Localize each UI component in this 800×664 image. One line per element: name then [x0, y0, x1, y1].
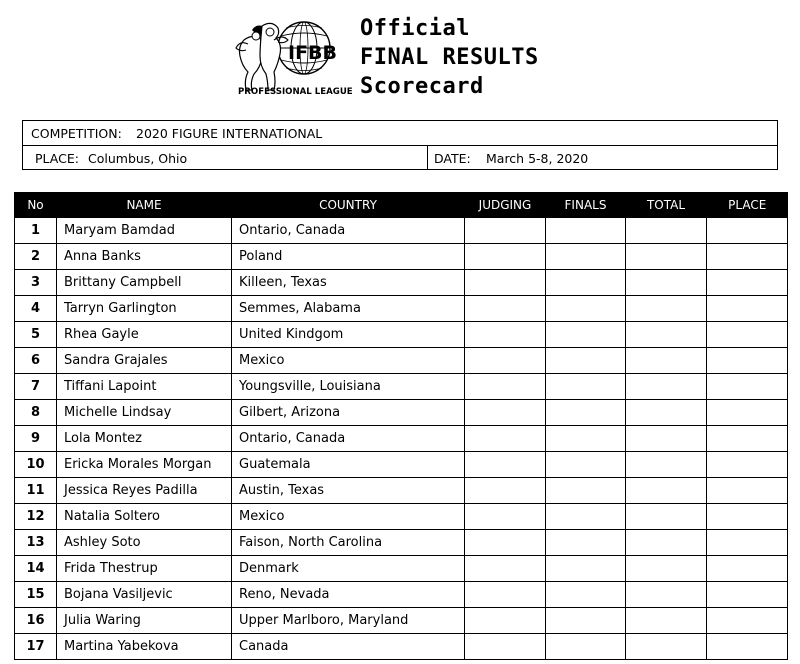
logo-ifbb-text: IFBB	[288, 42, 338, 64]
table-row	[15, 530, 788, 556]
competition-label: COMPETITION:	[31, 126, 122, 141]
total-score-cell	[626, 400, 707, 426]
judging-score-cell	[465, 244, 546, 270]
competitor-number: 9	[15, 426, 57, 452]
competitor-name: Tiffani Lapoint	[57, 374, 232, 400]
competitor-country: Canada	[232, 634, 465, 660]
page-title	[360, 14, 539, 101]
competitor-name: Jessica Reyes Padilla	[57, 478, 232, 504]
competitor-country: Austin, Texas	[232, 478, 465, 504]
total-score-cell	[626, 270, 707, 296]
competitor-number: 6	[15, 348, 57, 374]
total-score-cell	[626, 530, 707, 556]
finals-score-cell	[546, 374, 626, 400]
judging-score-cell	[465, 608, 546, 634]
place-cell	[707, 556, 788, 582]
competitor-number: 14	[15, 556, 57, 582]
results-table-body	[15, 218, 788, 660]
finals-score-cell	[546, 322, 626, 348]
competitor-name: Natalia Soltero	[57, 504, 232, 530]
competitor-name: Rhea Gayle	[57, 322, 232, 348]
competitor-number: 17	[15, 634, 57, 660]
place-cell	[707, 582, 788, 608]
competitor-name: Frida Thestrup	[57, 556, 232, 582]
place-cell	[707, 504, 788, 530]
place-cell	[707, 218, 788, 244]
finals-score-cell	[546, 634, 626, 660]
competitor-number: 8	[15, 400, 57, 426]
place-cell	[707, 348, 788, 374]
finals-score-cell	[546, 296, 626, 322]
total-score-cell	[626, 608, 707, 634]
total-score-cell	[626, 374, 707, 400]
competitor-number: 7	[15, 374, 57, 400]
competitor-country: Faison, North Carolina	[232, 530, 465, 556]
competition-row	[23, 121, 777, 146]
finals-score-cell	[546, 218, 626, 244]
judging-score-cell	[465, 478, 546, 504]
total-score-cell	[626, 296, 707, 322]
table-row	[15, 608, 788, 634]
column-header-country: COUNTRY	[232, 192, 465, 218]
title-line-3: Scorecard	[360, 74, 484, 99]
competitor-number: 15	[15, 582, 57, 608]
place-cell	[707, 400, 788, 426]
column-header-no: No	[15, 192, 57, 218]
total-score-cell	[626, 556, 707, 582]
table-row	[15, 348, 788, 374]
finals-score-cell	[546, 270, 626, 296]
table-row	[15, 426, 788, 452]
competitor-number: 5	[15, 322, 57, 348]
competitor-name: Sandra Grajales	[57, 348, 232, 374]
judging-score-cell	[465, 426, 546, 452]
place-cell	[707, 452, 788, 478]
competitor-country: Killeen, Texas	[232, 270, 465, 296]
table-row	[15, 400, 788, 426]
judging-score-cell	[465, 270, 546, 296]
table-header-row	[15, 192, 788, 218]
competitor-name: Ericka Morales Morgan	[57, 452, 232, 478]
competitor-name: Brittany Campbell	[57, 270, 232, 296]
competitor-country: Gilbert, Arizona	[232, 400, 465, 426]
title-line-1: Official	[360, 16, 470, 41]
competition-info-box	[22, 120, 778, 170]
judging-score-cell	[465, 296, 546, 322]
competitor-name: Ashley Soto	[57, 530, 232, 556]
table-row	[15, 218, 788, 244]
competitor-name: Martina Yabekova	[57, 634, 232, 660]
total-score-cell	[626, 504, 707, 530]
competition-value: 2020 FIGURE INTERNATIONAL	[136, 126, 323, 141]
table-row	[15, 374, 788, 400]
date-value: March 5-8, 2020	[486, 151, 589, 166]
judging-score-cell	[465, 530, 546, 556]
date-label: DATE:	[434, 151, 471, 166]
column-header-finals: FINALS	[546, 192, 626, 218]
finals-score-cell	[546, 452, 626, 478]
table-row	[15, 296, 788, 322]
competitor-country: Upper Marlboro, Maryland	[232, 608, 465, 634]
total-score-cell	[626, 348, 707, 374]
competitor-name: Maryam Bamdad	[57, 218, 232, 244]
competitor-country: Denmark	[232, 556, 465, 582]
competitor-name: Bojana Vasiljevic	[57, 582, 232, 608]
judging-score-cell	[465, 374, 546, 400]
column-header-total: TOTAL	[626, 192, 707, 218]
competitor-country: Ontario, Canada	[232, 218, 465, 244]
total-score-cell	[626, 582, 707, 608]
table-row	[15, 452, 788, 478]
results-table	[14, 192, 788, 660]
table-row	[15, 322, 788, 348]
finals-score-cell	[546, 530, 626, 556]
place-cell	[707, 270, 788, 296]
judging-score-cell	[465, 348, 546, 374]
finals-score-cell	[546, 348, 626, 374]
place-cell	[707, 322, 788, 348]
total-score-cell	[626, 478, 707, 504]
competitor-country: Semmes, Alabama	[232, 296, 465, 322]
competitor-country: United Kindgom	[232, 322, 465, 348]
table-row	[15, 634, 788, 660]
competitor-number: 4	[15, 296, 57, 322]
competitor-country: Mexico	[232, 348, 465, 374]
ifbb-logo	[234, 18, 353, 98]
total-score-cell	[626, 452, 707, 478]
competitor-name: Michelle Lindsay	[57, 400, 232, 426]
judging-score-cell	[465, 452, 546, 478]
competitor-number: 16	[15, 608, 57, 634]
judging-score-cell	[465, 504, 546, 530]
finals-score-cell	[546, 400, 626, 426]
column-header-name: NAME	[57, 192, 232, 218]
finals-score-cell	[546, 556, 626, 582]
competitor-number: 12	[15, 504, 57, 530]
total-score-cell	[626, 426, 707, 452]
judging-score-cell	[465, 322, 546, 348]
logo-professional-league-text: PROFESSIONAL LEAGUE	[238, 87, 353, 97]
finals-score-cell	[546, 608, 626, 634]
title-line-2: FINAL RESULTS	[360, 45, 539, 70]
finals-score-cell	[546, 244, 626, 270]
table-row	[15, 478, 788, 504]
total-score-cell	[626, 244, 707, 270]
place-cell	[707, 374, 788, 400]
competitor-number: 1	[15, 218, 57, 244]
judging-score-cell	[465, 400, 546, 426]
total-score-cell	[626, 634, 707, 660]
column-header-judging: JUDGING	[465, 192, 546, 218]
judging-score-cell	[465, 634, 546, 660]
competitor-country: Youngsville, Louisiana	[232, 374, 465, 400]
place-cell	[707, 296, 788, 322]
competitor-country: Mexico	[232, 504, 465, 530]
place-value: Columbus, Ohio	[88, 151, 188, 166]
competitor-country: Poland	[232, 244, 465, 270]
competitor-number: 2	[15, 244, 57, 270]
table-row	[15, 504, 788, 530]
competitor-name: Lola Montez	[57, 426, 232, 452]
judging-score-cell	[465, 218, 546, 244]
table-row	[15, 244, 788, 270]
total-score-cell	[626, 218, 707, 244]
total-score-cell	[626, 322, 707, 348]
competitor-number: 3	[15, 270, 57, 296]
finals-score-cell	[546, 582, 626, 608]
finals-score-cell	[546, 478, 626, 504]
place-cell	[707, 426, 788, 452]
table-row	[15, 270, 788, 296]
competitor-number: 11	[15, 478, 57, 504]
place-cell	[707, 634, 788, 660]
table-row	[15, 582, 788, 608]
competitor-country: Ontario, Canada	[232, 426, 465, 452]
competitor-number: 10	[15, 452, 57, 478]
place-cell	[707, 530, 788, 556]
place-cell	[707, 608, 788, 634]
column-header-place: PLACE	[707, 192, 788, 218]
competitor-country: Reno, Nevada	[232, 582, 465, 608]
finals-score-cell	[546, 504, 626, 530]
table-row	[15, 556, 788, 582]
info-divider	[427, 146, 428, 170]
place-cell	[707, 478, 788, 504]
place-cell	[707, 244, 788, 270]
competitor-number: 13	[15, 530, 57, 556]
competitor-country: Guatemala	[232, 452, 465, 478]
competitor-name: Julia Waring	[57, 608, 232, 634]
place-date-row	[23, 146, 777, 170]
finals-score-cell	[546, 426, 626, 452]
judging-score-cell	[465, 556, 546, 582]
competitor-name: Anna Banks	[57, 244, 232, 270]
competitor-name: Tarryn Garlington	[57, 296, 232, 322]
judging-score-cell	[465, 582, 546, 608]
place-label: PLACE:	[35, 151, 79, 166]
